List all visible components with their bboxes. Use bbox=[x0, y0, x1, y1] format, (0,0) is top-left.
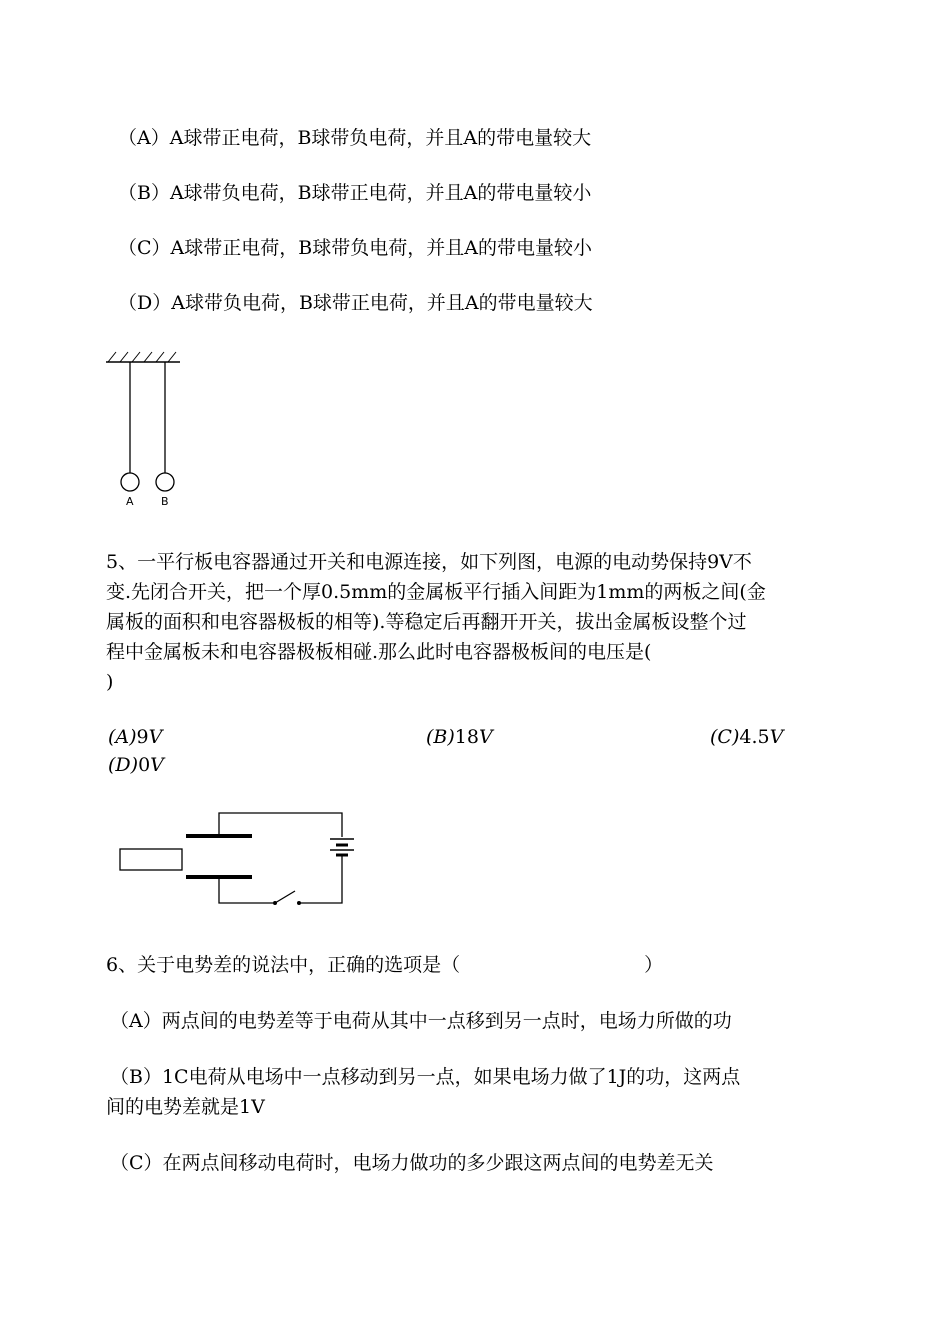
q5-option-b: (B)18V bbox=[426, 726, 493, 748]
q4-option-a: （A）A球带正电荷，B球带负电荷，并且A的带电量较大 bbox=[118, 127, 592, 149]
metal-plate bbox=[120, 849, 182, 870]
ceiling-hatching bbox=[108, 352, 176, 362]
capacitor-circuit-figure bbox=[110, 805, 370, 915]
q5-stem-line-4: 程中金属板未和电容器极板相碰.那么此时电容器极板间的电压是( bbox=[106, 641, 652, 663]
ball-b-label: B bbox=[161, 495, 169, 508]
q5-stem-line-5: ) bbox=[106, 671, 114, 693]
switch-icon bbox=[273, 891, 301, 905]
q4-option-d: （D）A球带负电荷，B球带正电荷，并且A的带电量较大 bbox=[118, 292, 593, 314]
q6-option-b: （B）1C电荷从电场中一点移动到另一点，如果电场力做了1J的功，这两点 bbox=[110, 1066, 741, 1088]
q5-option-a: (A)9V bbox=[108, 726, 163, 748]
q5-stem-line-2: 变.先闭合开关，把一个厚0.5mm的金属板平行插入间距为1mm的两板之间(金 bbox=[106, 581, 766, 603]
q5-option-c: (C)4.5V bbox=[710, 726, 784, 748]
q5-stem-line-1: 5、一平行板电容器通过开关和电源连接，如下列图，电源的电动势保持9V不 bbox=[106, 551, 752, 573]
q6-option-c: （C）在两点间移动电荷时，电场力做功的多少跟这两点间的电势差无关 bbox=[110, 1152, 714, 1174]
ball-b bbox=[156, 473, 174, 491]
ball-a-label: A bbox=[126, 495, 134, 508]
q4-option-c: （C）A球带正电荷，B球带负电荷，并且A的带电量较小 bbox=[118, 237, 592, 259]
hanging-balls-figure bbox=[100, 345, 200, 515]
ball-a bbox=[121, 473, 139, 491]
q6-option-a: （A）两点间的电势差等于电荷从其中一点移到另一点时，电场力所做的功 bbox=[110, 1010, 732, 1032]
q5-option-d: (D)0V bbox=[108, 754, 164, 776]
q6-stem: 6、关于电势差的说法中，正确的选项是（ ） bbox=[106, 954, 664, 976]
q6-option-b-cont: 间的电势差就是1V bbox=[106, 1096, 265, 1118]
q5-stem-line-3: 属板的面积和电容器极板的相等).等稳定后再翻开开关，拔出金属板设整个过 bbox=[106, 611, 747, 633]
circuit-wires bbox=[219, 813, 342, 903]
battery-icon bbox=[330, 839, 354, 855]
q4-option-b: （B）A球带负电荷，B球带正电荷，并且A的带电量较小 bbox=[118, 182, 592, 204]
